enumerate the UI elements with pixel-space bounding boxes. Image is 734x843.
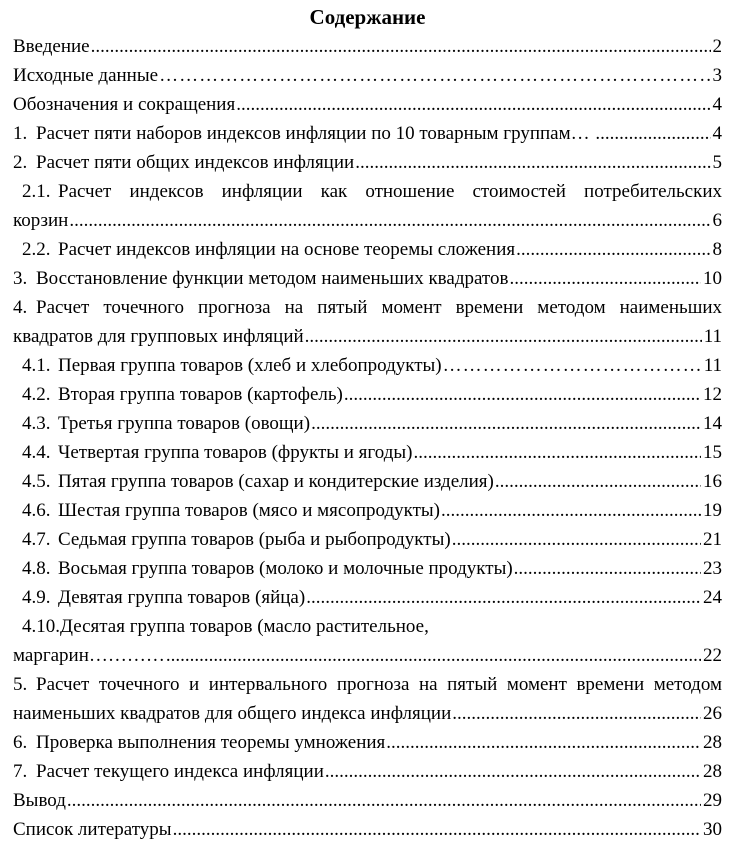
entry-text: Расчет текущего индекса инфляции [36, 761, 324, 782]
entry-text: Вторая группа товаров (картофель) [58, 384, 343, 405]
entry-text: Шестая группа товаров (мясо и мясопродукты) [58, 500, 441, 521]
toc-entry-line [22, 351, 722, 380]
toc-entry [13, 293, 722, 351]
entry-number: 4.4. [22, 442, 51, 463]
toc-entry-line [22, 467, 722, 496]
page-number: 21 [703, 529, 722, 550]
entry-text: Третья группа товаров (овощи) [58, 413, 311, 434]
page-number: 29 [703, 790, 722, 811]
toc-entry-line [13, 322, 722, 351]
dot-leader [311, 409, 701, 438]
dot-leader [495, 467, 701, 496]
page-number: 5 [712, 152, 722, 173]
entry-number: 6. [13, 732, 28, 753]
dot-leader [514, 554, 701, 583]
toc-entry [13, 612, 722, 670]
toc-entry-line [13, 119, 722, 148]
page-number: 28 [703, 732, 722, 753]
toc-entry-line [22, 583, 722, 612]
toc-entry [13, 525, 722, 554]
toc-entry-line [22, 235, 722, 264]
toc-entry-line [22, 496, 722, 525]
page-number: 12 [703, 384, 722, 405]
entry-text: Обозначения и сокращения [13, 94, 236, 115]
toc-entry-line [13, 699, 722, 728]
toc-entry [13, 119, 722, 148]
toc-entry-line [22, 554, 722, 583]
page-number: 4 [712, 123, 722, 144]
entry-number: 1. [13, 123, 28, 144]
entry-number: 2.1. [22, 181, 51, 202]
toc-entry-line [13, 264, 722, 293]
toc-entry [13, 351, 722, 380]
toc-entry [13, 148, 722, 177]
page-number: 11 [703, 355, 722, 376]
dot-leader [516, 235, 710, 264]
toc-entry [13, 496, 722, 525]
page-number: 26 [703, 703, 722, 724]
entry-number: 4.5. [22, 471, 51, 492]
toc-entry [13, 670, 722, 728]
dot-leader [173, 815, 701, 843]
entry-number: 4.6. [22, 500, 51, 521]
toc-entry-line [22, 612, 722, 641]
dot-leader [355, 148, 710, 177]
dot-leader [443, 351, 702, 380]
dot-leader [441, 496, 701, 525]
toc-entry [13, 235, 722, 264]
dot-leader [306, 583, 701, 612]
toc-entry [13, 61, 722, 90]
toc-entry [13, 583, 722, 612]
page-number: 8 [712, 239, 722, 260]
toc-entry-line [22, 438, 722, 467]
toc-entry-line [22, 177, 722, 206]
toc-entry-line [13, 641, 722, 670]
page-number: 30 [703, 819, 722, 840]
toc-entry-line [13, 670, 722, 699]
toc-entry-line [13, 61, 722, 90]
dot-leader [166, 641, 701, 670]
page-number: 28 [703, 761, 722, 782]
dot-leader [91, 32, 711, 61]
dot-leader [413, 438, 701, 467]
dot-leader [325, 757, 701, 786]
toc-entry-line [22, 525, 722, 554]
entry-number: 4.2. [22, 384, 51, 405]
entry-text: Расчет пяти общих индексов инфляции [36, 152, 355, 173]
entry-number: 4.9. [22, 587, 51, 608]
entry-text: Седьмая группа товаров (рыба и рыбопродукты) [58, 529, 451, 550]
entry-number: 2. [13, 152, 28, 173]
page-number: 24 [703, 587, 722, 608]
toc-entry-line [13, 32, 722, 61]
entry-text: Расчет индексов инфляции на основе теоремы сложения [58, 239, 516, 260]
toc-entry-line [13, 293, 722, 322]
entry-number: 3. [13, 268, 28, 289]
entry-text: маргарин………… [13, 645, 165, 666]
entry-text: Первая группа товаров (хлеб и хлебопродукты) [58, 355, 442, 376]
entry-number: 4.7. [22, 529, 51, 550]
entry-text: корзин [13, 210, 69, 231]
page-number: 2 [712, 36, 722, 57]
toc-entry-line [13, 148, 722, 177]
toc-entry [13, 786, 722, 815]
toc-entry [13, 380, 722, 409]
page-number: 6 [712, 210, 722, 231]
entry-text: Восстановление функции методом наименьших квадратов [36, 268, 509, 289]
entry-number: 4. [13, 297, 28, 318]
dot-leader [452, 699, 701, 728]
entry-number: 4.3. [22, 413, 51, 434]
entry-text: Расчет точечного и интервального прогноза на пятый момент времени методом [36, 674, 722, 695]
toc-entry [13, 177, 722, 235]
entry-text: Расчет пяти наборов индексов инфляции по 10 товарным группам… [36, 123, 595, 144]
dot-leader [69, 206, 710, 235]
page-number: 22 [703, 645, 722, 666]
toc-list [13, 32, 722, 843]
toc-entry [13, 264, 722, 293]
entry-number: 5. [13, 674, 28, 695]
dot-leader [305, 322, 702, 351]
page-number: 4 [712, 94, 722, 115]
entry-text: Вывод [13, 790, 66, 811]
entry-text: Расчет точечного прогноза на пятый момент времени методом наименьших [36, 297, 722, 318]
page-number: 16 [703, 471, 722, 492]
toc-entry [13, 728, 722, 757]
dot-leader [236, 90, 710, 119]
entry-text: Исходные данные [13, 65, 159, 86]
entry-number: 7. [13, 761, 28, 782]
entry-number: 4.10. [22, 616, 60, 637]
page-number: 19 [703, 500, 722, 521]
toc-entry [13, 757, 722, 786]
page-number: 11 [703, 326, 722, 347]
toc-entry [13, 467, 722, 496]
toc-entry [13, 409, 722, 438]
toc-entry-line [13, 90, 722, 119]
entry-text: наименьших квадратов для общего индекса инфляции [13, 703, 452, 724]
dot-leader [386, 728, 701, 757]
toc-entry [13, 90, 722, 119]
entry-text: Восьмая группа товаров (молоко и молочные продукты) [58, 558, 513, 579]
page-number: 15 [703, 442, 722, 463]
page-number: 3 [712, 65, 722, 86]
entry-text: Пятая группа товаров (сахар и кондитерские изделия) [58, 471, 494, 492]
dot-leader [452, 525, 701, 554]
entry-text: Четвертая группа товаров (фрукты и ягоды) [58, 442, 413, 463]
toc-entry-line [13, 757, 722, 786]
entry-text: квадратов для групповых инфляций [13, 326, 304, 347]
page-number: 23 [703, 558, 722, 579]
dot-leader [509, 264, 701, 293]
page-number: 14 [703, 413, 722, 434]
toc-entry-line [13, 206, 722, 235]
entry-text: Десятая группа товаров (масло растительное, [60, 616, 429, 637]
entry-text: Введение [13, 36, 90, 57]
entry-number: 4.1. [22, 355, 51, 376]
toc-entry [13, 815, 722, 843]
page-number: 10 [703, 268, 722, 289]
toc-entry [13, 32, 722, 61]
entry-text: Проверка выполнения теоремы умножения [36, 732, 386, 753]
dot-leader [344, 380, 701, 409]
toc-entry-line [22, 380, 722, 409]
dot-leader [159, 61, 710, 90]
entry-text: Расчет индексов инфляции как отношение стоимостей потребительских [58, 181, 722, 202]
entry-number: 2.2. [22, 239, 51, 260]
toc-entry-line [22, 409, 722, 438]
entry-text: Список литературы [13, 819, 172, 840]
dot-leader [595, 119, 710, 148]
toc-title: Содержание [309, 5, 426, 29]
entry-text: Девятая группа товаров (яйца) [58, 587, 306, 608]
toc-entry [13, 554, 722, 583]
toc-entry-line [13, 815, 722, 843]
toc-entry-line [13, 728, 722, 757]
entry-number: 4.8. [22, 558, 51, 579]
toc-entry-line [13, 786, 722, 815]
dot-leader [67, 786, 701, 815]
toc-entry [13, 438, 722, 467]
